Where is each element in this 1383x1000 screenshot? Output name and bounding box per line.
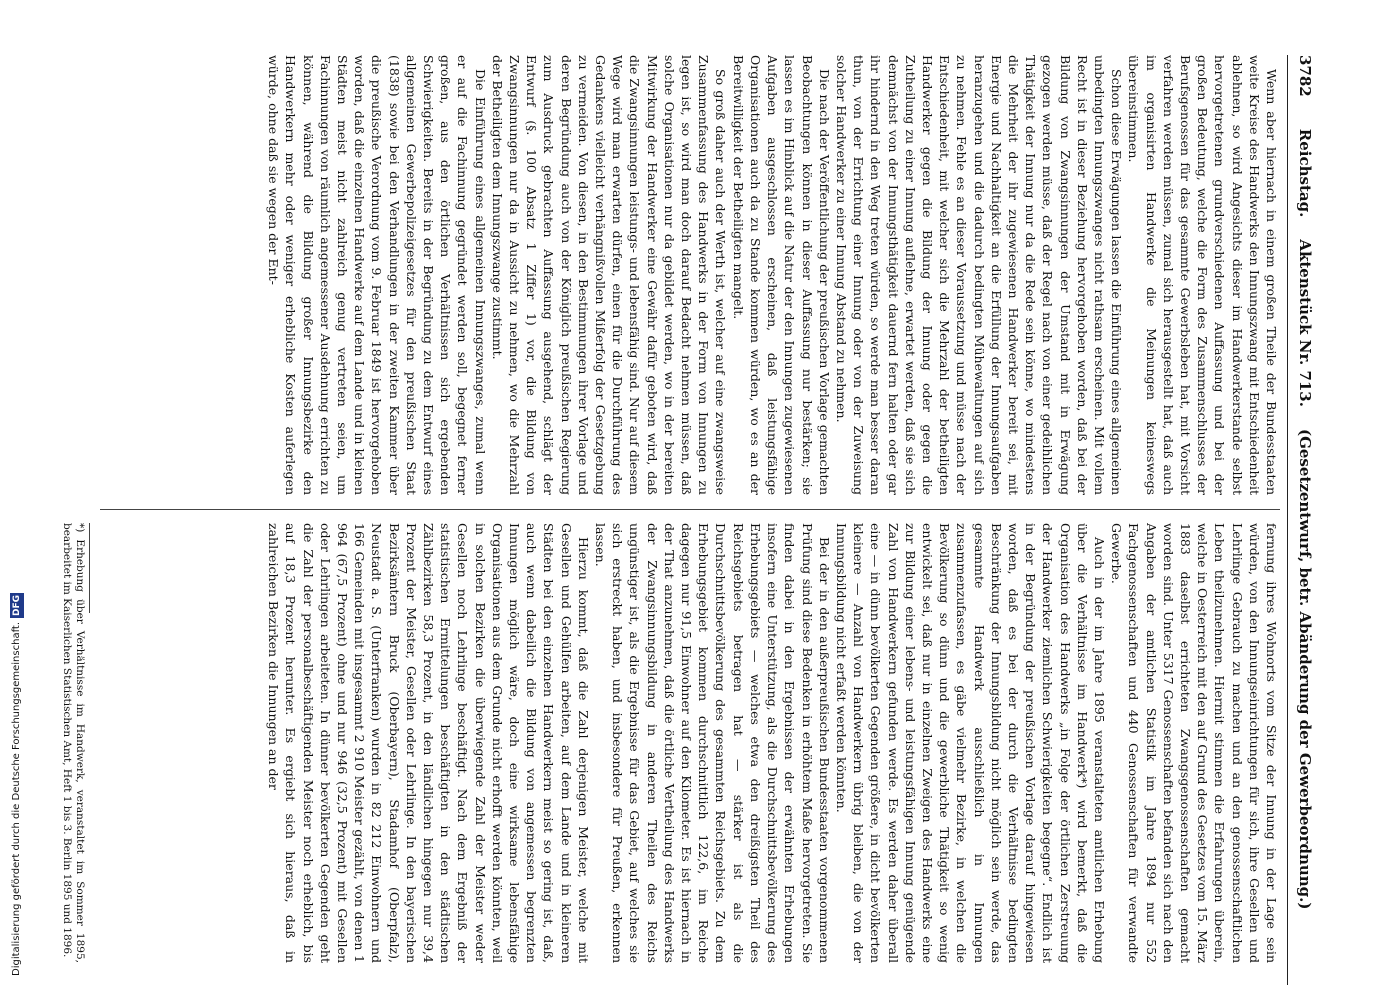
credit-text: Digitalisierung gefördert durch die Deutsche Forschungsgemeinschaft.: [11, 621, 22, 976]
footnote-rule: [89, 523, 90, 613]
header-title: (Gesetzentwurf, betr. Abänderung der Gewerbeordnung.): [1296, 428, 1314, 910]
digitization-credit-sidebar: [8, 14, 26, 986]
rotated-document: [45, 55, 1320, 985]
right-paragraph-1: fernung ihres Wohnorts vom Sitze der Innung in der Lage sein würden, von den Innungseinrichtungen für sich, ihre Gesellen und Lehrlinge Gebrauch zu machen und an den genossenschaftlichen Leben theilzunehmen. Hiermit stimmen die Erfahrungen überein, welche in Oesterreich mit den auf Grund des Gesetzes vom 15. März 1883 daselbst errichteten Zwangsgenossenschaften gemacht worden sind. Unter 5317 Genossenschaften befanden sich nach den Angaben der amtlichen Statistik im Jahre 1894 nur 552 Fachgenossenschaften und 440 Genossenschaften für verwandte Gewerbe.: [1109, 523, 1279, 963]
right-paragraph-3: Bei der in den außerpreußischen Bundesstaaten vorgenommenen Prüfung sind diese Bedenken in erhöhtem Maße hervorgetreten. Sie finden dabei in den Ergebnissen der erwähnten Erhebungen insofern eine Unterstützung, als die Durchschnittsbevölkerung des Erhebungsgebiets — welches etwa den dreißigsten Theil des Reichsgebiets betragen hat — stärker ist als die Durchschnittsbevölkerung des gesammten Reichsgebiets. Zu dem Erhebungsgebiet kommen durchschnittlich 122,6, im Reiche dagegen nur 91,5 Einwohner auf den Kilometer. Es ist hiernach in der That anzunehmen, daß die örtliche Vertheilung des Handwerks der Zwangsinnungsbildung in anderen Theilen des Reichs ungünstiger ist, als die Ergebnisse für das Gebiet, auf welches sie sich erstreckt haben, und insbesondere für Preußen, erkennen lassen.: [593, 523, 832, 963]
header-source: Reichstag.: [1296, 128, 1314, 218]
column-divider: [100, 509, 1280, 510]
right-paragraph-2: Auch in der im Jahre 1895 veranstalteten amtlichen Erhebung über die Verhältnisse im Handwerk*) wird bemerkt, daß die Organisation des Handwerks „in Folge der örtlichen Zerstreuung der Handwerker ziemlichen Schwierigkeiten begegne“. Endlich ist in der Begründung der preußischen Vorlage darauf hingewiesen worden, daß es bei der durch die Verhältnisse bedingten Beschränkung der Innungsbildung nicht möglich sein werde, das gesammte Handwerk ausschließlich in Innungen zusammenzufassen, es gäbe vielmehr Bezirke, in welchen die Bevölkerung so dünn und die gewerbliche Thätigkeit so wenig entwickelt sei, daß nur in einzelnen Zweigen des Handwerks eine zur Bildung einer lebens- und leistungsfähigen Innung genügende Zahl von Handwerkern gefunden werde. Es werden daher überall eine — in dünn bevölkerten Gegenden größere, in dicht bevölkerten kleinere — Anzahl von Handwerkern übrig bleiben, die von der Innungsbildung nicht erfaßt werden könnten.: [833, 523, 1107, 963]
digitization-credit: [10, 16, 24, 976]
page-header: [1290, 55, 1320, 985]
left-paragraph-4: So groß daher auch der Werth ist, welcher auf eine zwangsweise Zusammenfassung des Handwerks in der Form von Innungen zu legen ist, so wird man doch darauf Bedacht nehmen müssen, daß solche Organisationen nur da gebildet werden, wo in der bereiten Mitwirkung der Handwerker eine Gewähr dafür geboten wird, daß die Zwangsinnungen leistungs- und lebensfähig sind. Nur auf diesem Wege wird man erwarten dürfen, einen für die Durchführung des Gedankens vielleicht verhängnißvollen Mißerfolg der Gesetzgebung zu vermeiden. Von diesen, in den Bestimmungen ihrer Vorlage und deren Begründung auch von der Königlich preußischen Regierung zum Ausdruck gebrachten Auffassung ausgehend, schlägt der Entwurf (§. 100 Absatz 1 Ziffer 1) vor, die Bildung von Zwangsinnungen nur da in Aussicht zu nehmen, wo die Mehrzahl der Betheiligten dem Innungszwange zustimmt.: [489, 55, 729, 495]
dfg-logo: DFG: [12, 594, 22, 616]
page-number: 3782: [1296, 55, 1314, 97]
left-paragraph-2: Schon diese Erwägungen lassen die Einführung eines allgemeinen unbedingten Innungszwanges nicht rathsam erscheinen. Mit vollem Recht ist in dieser Beziehung hervorgehoben worden, daß bei der Bildung von Zwangsinnungen der Umstand mit in Erwägung gezogen werden müsse, daß der Regel nach von einer gedeihlichen Thätigkeit der Innung nur da die Rede sein könne, wo mindestens die Mehrheit der ihr zugewiesenen Handwerker bereit sei, mit Energie und Nachhaltigkeit an die Erfüllung der Innungsaufgaben heranzugehen und die dadurch bedingten Mühewaltungen auf sich zu nehmen. Fehle es an dieser Voraussetzung und müsse nach der Entschiedenheit, mit welcher sich die Mehrzahl der betheiligten Handwerker gegen die Bildung der Innung oder gegen die Zutheilung zu einer Innung auflehne, erwartet werden, daß sie sich demnächst von der Innungsthätigkeit dauernd fern halten oder gar ihr hindernd in den Weg treten würden, so werde man besser daran thun, von der Errichtung einer Innung oder von der Zuweisung solcher Handwerker zu einer Innung Abstand zu nehmen.: [833, 55, 1125, 495]
left-paragraph-1: Wenn aber hiernach in einem großen Theile der Bundesstaaten weite Kreise des Handwerks den Innungszwang mit Entschiedenheit ablehnen, so wird Angesichts dieser im Handwerkerstande selbst hervorgetretenen grundverschiedenen Auffassung und bei der großen Bedeutung, welche die Form des Zusammenschlusses der Berufsgenossen für das gesammte Gewerbsleben hat, mit Vorsicht verfahren werden müssen, zumal sich herausgestellt hat, daß auch im organisirten Handwerke die Meinungen keineswegs übereinstimmen.: [1126, 55, 1279, 495]
footnote: *) Erhebung über Verhältnisse im Handwerk, veranstaltet im Sommer 1895, bearbeitet im Kaiserlichen Statistischen Amt, Heft 1 bis 3. Berlin 1895 und 1896.: [61, 523, 86, 963]
left-paragraph-3: Die nach der Veröffentlichung der preußischen Vorlage gemachten Beobachtungen können in dieser Auffassung nur bestärken; sie lassen es im Hinblick auf die Natur der den Innungen zugewiesenen Aufgaben ausgeschlossen erscheinen, daß leistungsfähige Organisationen auch da zu Stande kommen würden, wo es an der Bereitwilligkeit der Betheiligten mangelt.: [730, 55, 832, 495]
header-rule: [1287, 55, 1288, 985]
right-column: [100, 523, 1280, 963]
left-column: [100, 55, 1280, 495]
right-paragraph-4: Hierzu kommt, daß die Zahl derjenigen Meister, welche mit Gesellen und Gehülfen arbeiten, auf dem Lande und in kleineren Städten bei den einzelnen Handwerkern meist so gering ist, daß, auch wenn dabeilich die Bildung von angemessen begrenzten Innungen möglich wäre, doch eine wirksame lebensfähige Organisationen aus dem Grunde nicht erhofft werden könnten, weil in solchen Bezirken die überwiegende Zahl der Meister weder Gesellen noch Lehrlinge beschäftigt. Nach dem Ergebniß der statistischen Ermittelungen beschäftigten in den städtischen Zählbezirken 58,3 Prozent, in den ländlichen hingegen nur 39,4 Prozent der Meister, Gesellen oder Lehrlinge. In den bayerischen Bezirksämtern Bruck (Oberbayern), Stadamhof (Oberpfalz), Neustadt a. S. (Unterfranken) wurden in 82 212 Einwohnern und 166 Gemeinden mit insgesammt 2 910 Meister gezählt, von denen 1 964 (67,5 Prozent) ohne und nur 946 (32,5 Prozent) mit Gesellen oder Lehrlingen arbeiteten. In dünner bevölkerten Gegenden geht die Zahl der personalbeschäftigenden Meister noch erheblich, bis auf 18,3 Prozent herunter. Es ergiebt sich hieraus, daß in zahlreichen Bezirken die Innungen an der: [266, 523, 591, 963]
header-document: Aktenstück Nr. 713.: [1296, 239, 1314, 407]
left-paragraph-5: Die Einführung eines allgemeinen Innungszwanges, zumal wenn er auf die Fachinnung gegründet werden soll, begegnet ferner großen, aus den örtlichen Verhältnissen sich ergebenden Schwierigkeiten. Bereits in der Begründung zu dem Entwurf eines allgemeinen Gewerbepolizeigesetzes für den preußischen Staat (1838) sowie bei den Verhandlungen in der zweiten Kammer über die preußische Verordnung vom 9. Februar 1849 ist hervorgehoben worden, daß die einzelnen Handwerke auf dem Lande und in kleinen Städten meist nicht zahlreich genug vertreten seien, um Fachinnungen von räumlich angemessener Ausdehnung errichten zu können, während die Bildung großer Innungsbezirke den Handwerkern mehr oder weniger erhebliche Kosten auferlegen würde, ohne daß sie wegen der Ent-: [266, 55, 488, 495]
